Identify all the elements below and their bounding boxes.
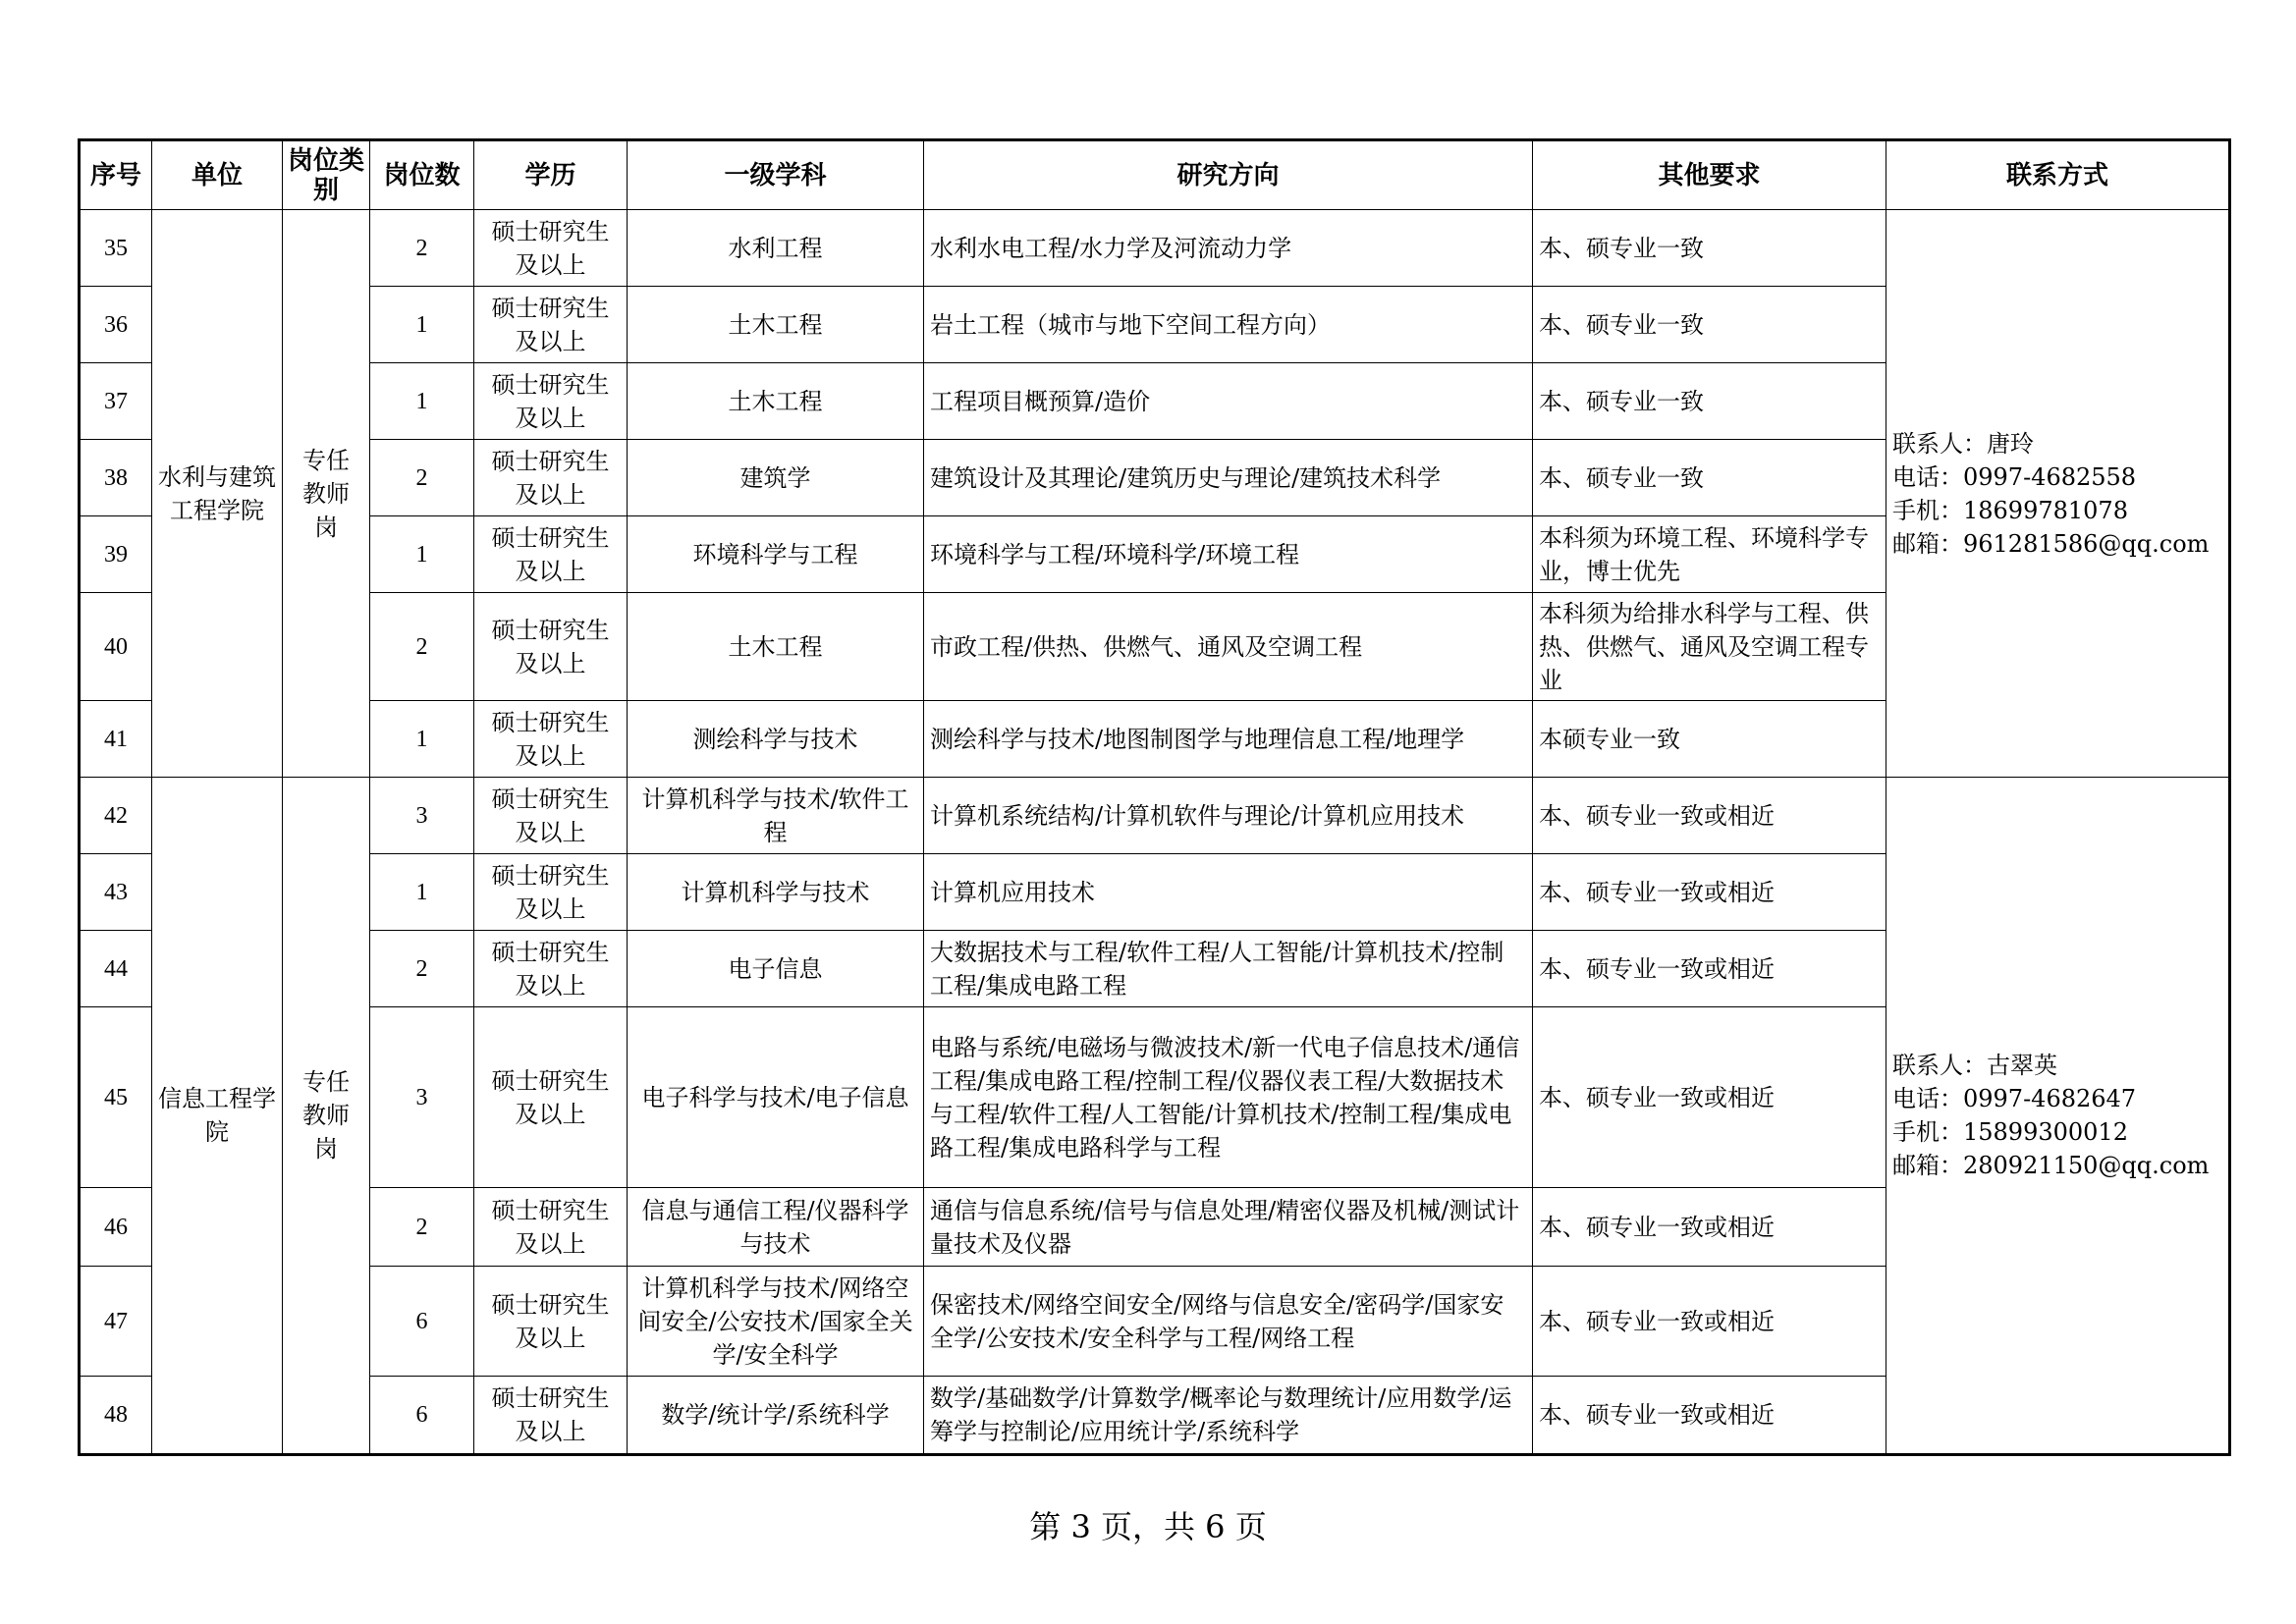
education-cell: 硕士研究生及以上: [474, 210, 628, 287]
direction-cell: 工程项目概预算/造价: [924, 363, 1533, 440]
direction-cell: 计算机系统结构/计算机软件与理论/计算机应用技术: [924, 778, 1533, 854]
header-other: 其他要求: [1533, 140, 1886, 210]
subject-cell: 水利工程: [628, 210, 924, 287]
table-row: [80, 778, 2230, 854]
direction-cell: 岩土工程（城市与地下空间工程方向）: [924, 287, 1533, 363]
other-cell: 本、硕专业一致或相近: [1533, 1188, 1886, 1267]
table-body: [80, 210, 2230, 1455]
header-unit: 单位: [152, 140, 283, 210]
education-cell: 硕士研究生及以上: [474, 778, 628, 854]
other-cell: 本、硕专业一致或相近: [1533, 1377, 1886, 1455]
education-cell: 硕士研究生及以上: [474, 854, 628, 931]
header-count: 岗位数: [370, 140, 474, 210]
header-no: 序号: [80, 140, 152, 210]
direction-cell: 测绘科学与技术/地图制图学与地理信息工程/地理学: [924, 701, 1533, 778]
row-number: 38: [80, 440, 152, 516]
direction-cell: 建筑设计及其理论/建筑历史与理论/建筑技术科学: [924, 440, 1533, 516]
post-count: 2: [370, 1188, 474, 1267]
other-cell: 本硕专业一致: [1533, 701, 1886, 778]
education-cell: 硕士研究生及以上: [474, 516, 628, 593]
row-number: 35: [80, 210, 152, 287]
education-cell: 硕士研究生及以上: [474, 363, 628, 440]
education-cell: 硕士研究生及以上: [474, 701, 628, 778]
subject-cell: 计算机科学与技术: [628, 854, 924, 931]
post-count: 1: [370, 363, 474, 440]
post-count: 2: [370, 440, 474, 516]
contact-cell: 联系人：古翠英 电话：0997-4682647 手机：15899300012 邮箱：280921150@qq.com: [1886, 778, 2230, 1455]
post-count: 3: [370, 1007, 474, 1188]
post-count: 6: [370, 1267, 474, 1377]
direction-cell: 环境科学与工程/环境科学/环境工程: [924, 516, 1533, 593]
subject-cell: 计算机科学与技术/软件工程: [628, 778, 924, 854]
header-category: 岗位类别: [283, 140, 370, 210]
header-subject: 一级学科: [628, 140, 924, 210]
header-direction: 研究方向: [924, 140, 1533, 210]
education-cell: 硕士研究生及以上: [474, 1377, 628, 1455]
subject-cell: 计算机科学与技术/网络空间安全/公安技术/国家全关学/安全科学: [628, 1267, 924, 1377]
education-cell: 硕士研究生及以上: [474, 1188, 628, 1267]
category-cell: 专任教师岗: [283, 778, 370, 1455]
row-number: 37: [80, 363, 152, 440]
post-count: 1: [370, 701, 474, 778]
row-number: 45: [80, 1007, 152, 1188]
contact-cell: 联系人：唐玲 电话：0997-4682558 手机：18699781078 邮箱：961281586@qq.com: [1886, 210, 2230, 778]
subject-cell: 土木工程: [628, 363, 924, 440]
page-footer: 第 3 页，共 6 页: [1029, 1508, 1267, 1545]
subject-cell: 建筑学: [628, 440, 924, 516]
other-cell: 本、硕专业一致: [1533, 440, 1886, 516]
direction-cell: 电路与系统/电磁场与微波技术/新一代电子信息技术/通信工程/集成电路工程/控制工程/仪器仪表工程/大数据技术与工程/软件工程/人工智能/计算机技术/控制工程/集成电路工程/集成电路科学与工程: [924, 1007, 1533, 1188]
direction-cell: 保密技术/网络空间安全/网络与信息安全/密码学/国家安全学/公安技术/安全科学与工程/网络工程: [924, 1267, 1533, 1377]
other-cell: 本、硕专业一致: [1533, 363, 1886, 440]
other-cell: 本科须为给排水科学与工程、供热、供燃气、通风及空调工程专业: [1533, 593, 1886, 701]
other-cell: 本、硕专业一致: [1533, 287, 1886, 363]
table-row: [80, 210, 2230, 287]
subject-cell: 测绘科学与技术: [628, 701, 924, 778]
row-number: 40: [80, 593, 152, 701]
post-count: 2: [370, 210, 474, 287]
post-count: 6: [370, 1377, 474, 1455]
education-cell: 硕士研究生及以上: [474, 931, 628, 1007]
row-number: 48: [80, 1377, 152, 1455]
education-cell: 硕士研究生及以上: [474, 1267, 628, 1377]
direction-cell: 通信与信息系统/信号与信息处理/精密仪器及机械/测试计量技术及仪器: [924, 1188, 1533, 1267]
direction-cell: 大数据技术与工程/软件工程/人工智能/计算机技术/控制工程/集成电路工程: [924, 931, 1533, 1007]
row-number: 46: [80, 1188, 152, 1267]
subject-cell: 信息与通信工程/仪器科学与技术: [628, 1188, 924, 1267]
subject-cell: 环境科学与工程: [628, 516, 924, 593]
other-cell: 本、硕专业一致或相近: [1533, 854, 1886, 931]
row-number: 43: [80, 854, 152, 931]
post-count: 2: [370, 593, 474, 701]
direction-cell: 计算机应用技术: [924, 854, 1533, 931]
education-cell: 硕士研究生及以上: [474, 1007, 628, 1188]
other-cell: 本、硕专业一致: [1533, 210, 1886, 287]
post-count: 1: [370, 287, 474, 363]
row-number: 42: [80, 778, 152, 854]
recruitment-table: [78, 138, 2231, 1456]
row-number: 39: [80, 516, 152, 593]
education-cell: 硕士研究生及以上: [474, 287, 628, 363]
row-number: 47: [80, 1267, 152, 1377]
post-count: 3: [370, 778, 474, 854]
row-number: 41: [80, 701, 152, 778]
unit-cell: 水利与建筑工程学院: [152, 210, 283, 778]
direction-cell: 水利水电工程/水力学及河流动力学: [924, 210, 1533, 287]
unit-cell: 信息工程学院: [152, 778, 283, 1455]
education-cell: 硕士研究生及以上: [474, 593, 628, 701]
header-education: 学历: [474, 140, 628, 210]
subject-cell: 电子科学与技术/电子信息: [628, 1007, 924, 1188]
education-cell: 硕士研究生及以上: [474, 440, 628, 516]
row-number: 44: [80, 931, 152, 1007]
subject-cell: 数学/统计学/系统科学: [628, 1377, 924, 1455]
other-cell: 本科须为环境工程、环境科学专业，博士优先: [1533, 516, 1886, 593]
subject-cell: 土木工程: [628, 593, 924, 701]
subject-cell: 电子信息: [628, 931, 924, 1007]
post-count: 2: [370, 931, 474, 1007]
header-row: [80, 140, 2230, 210]
category-cell: 专任教师岗: [283, 210, 370, 778]
header-contact: 联系方式: [1886, 140, 2230, 210]
subject-cell: 土木工程: [628, 287, 924, 363]
row-number: 36: [80, 287, 152, 363]
other-cell: 本、硕专业一致或相近: [1533, 1267, 1886, 1377]
direction-cell: 市政工程/供热、供燃气、通风及空调工程: [924, 593, 1533, 701]
other-cell: 本、硕专业一致或相近: [1533, 1007, 1886, 1188]
post-count: 1: [370, 854, 474, 931]
direction-cell: 数学/基础数学/计算数学/概率论与数理统计/应用数学/运筹学与控制论/应用统计学/系统科学: [924, 1377, 1533, 1455]
post-count: 1: [370, 516, 474, 593]
other-cell: 本、硕专业一致或相近: [1533, 778, 1886, 854]
other-cell: 本、硕专业一致或相近: [1533, 931, 1886, 1007]
